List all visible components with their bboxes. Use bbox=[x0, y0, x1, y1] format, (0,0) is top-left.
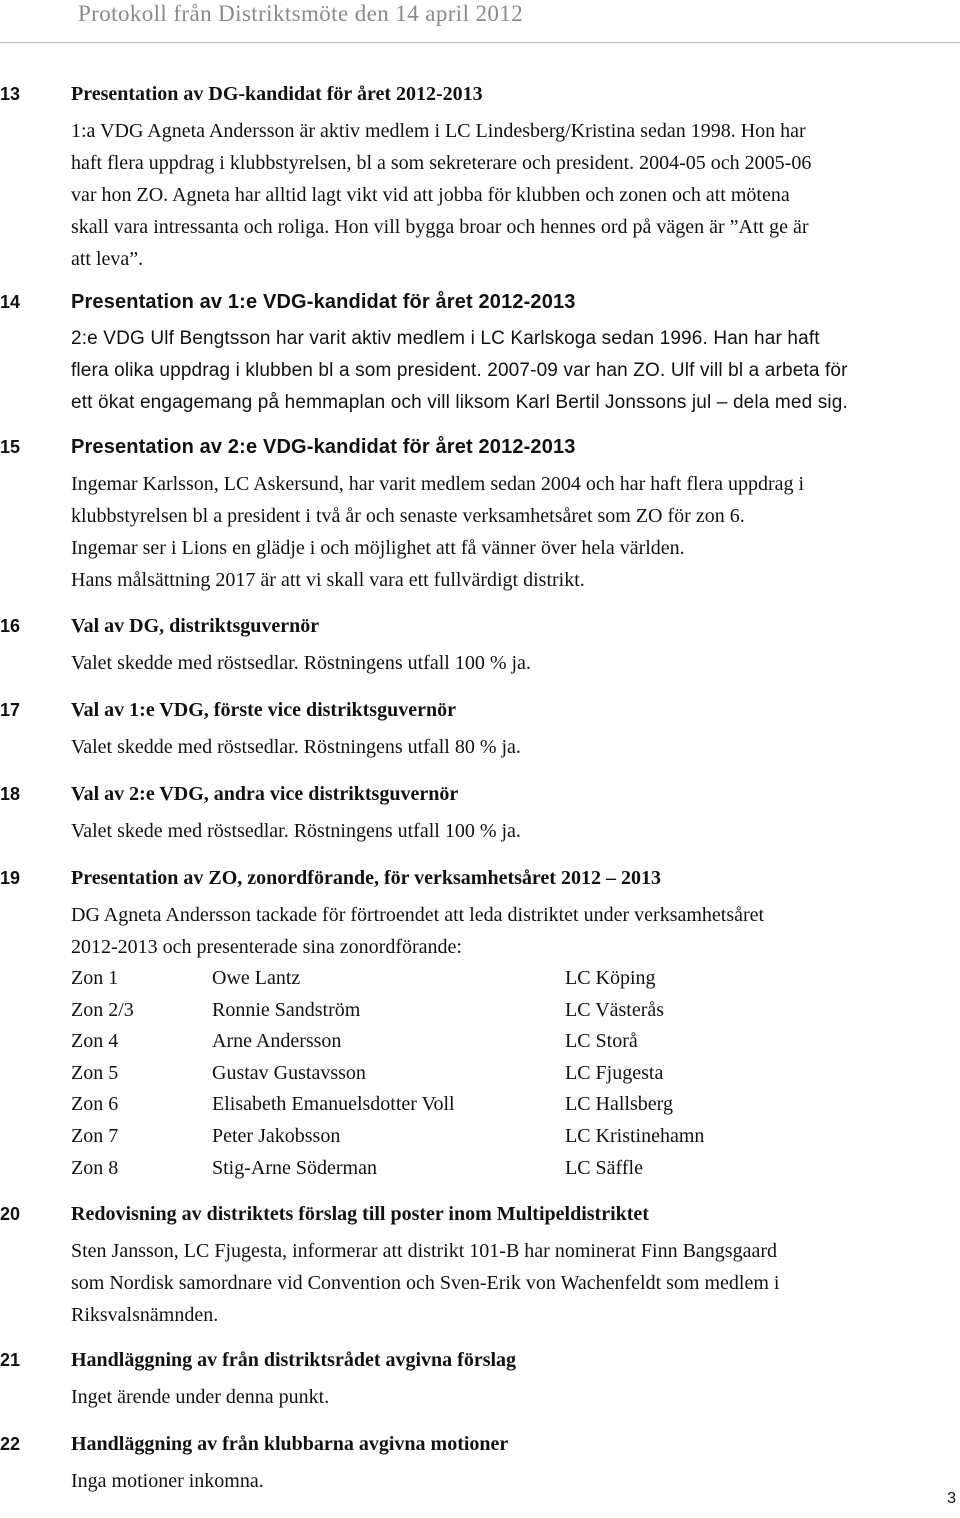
body-line: Hans målsättning 2017 är att vi skall vara ett fullvärdigt distrikt. bbox=[71, 569, 585, 591]
body-line: 1:a VDG Agneta Andersson är aktiv medlem i LC Lindesberg/Kristina sedan 1998. Hon har bbox=[71, 120, 806, 142]
zone-chair-name: Ronnie Sandström bbox=[212, 998, 361, 1021]
zone-label: Zon 8 bbox=[71, 1156, 119, 1179]
page-header bbox=[0, 0, 960, 43]
item-title: Presentation av 2:e VDG-kandidat för året 2012-2013 bbox=[71, 436, 576, 458]
zone-chair-name: Owe Lantz bbox=[212, 967, 301, 989]
zone-club: LC Hallsberg bbox=[565, 1093, 673, 1116]
item-number: 17 bbox=[0, 700, 21, 720]
body-line: att leva”. bbox=[71, 248, 144, 270]
zone-label: Zon 4 bbox=[71, 1030, 119, 1053]
zone-club: LC Fjugesta bbox=[565, 1061, 664, 1084]
body-line: haft flera uppdrag i klubbstyrelsen, bl a som sekreterare och president. 2004-05 och 2005-06 bbox=[71, 152, 812, 174]
item-number: 16 bbox=[0, 616, 21, 636]
zone-club: LC Västerås bbox=[565, 998, 665, 1021]
body-line: DG Agneta Andersson tackade för förtroendet att leda distriktet under verksamhetsåret bbox=[71, 904, 765, 926]
body-line: ett ökat engagemang på hemmaplan och vill liksom Karl Bertil Jonssons jul – dela med sig. bbox=[71, 392, 848, 413]
zone-label: Zon 7 bbox=[71, 1124, 119, 1147]
item-title: Presentation av DG-kandidat för året 2012-2013 bbox=[71, 83, 483, 105]
item-title: Val av DG, distriktsguvernör bbox=[71, 615, 320, 637]
body-line: var hon ZO. Agneta har alltid lagt vikt vid att jobba för klubben och zonen och att mötena bbox=[71, 184, 790, 206]
item-body bbox=[71, 323, 957, 419]
body-line: skall vara intressanta och roliga. Hon vill bygga broar och hennes ord på vägen är ”Att ge är bbox=[71, 216, 809, 238]
zone-chair-name: Stig-Arne Söderman bbox=[212, 1156, 377, 1179]
zone-club: LC Köping bbox=[565, 967, 656, 989]
item-title: Val av 1:e VDG, förste vice distriktsguvernör bbox=[71, 699, 456, 721]
zone-label: Zon 2/3 bbox=[71, 998, 134, 1021]
zone-chair-name: Gustav Gustavsson bbox=[212, 1061, 366, 1084]
item-body bbox=[71, 815, 957, 847]
item-title: Val av 2:e VDG, andra vice distriktsguvernör bbox=[71, 783, 459, 805]
item-body bbox=[71, 1465, 957, 1497]
body-line: 2012-2013 och presenterade sina zonordförande: bbox=[71, 936, 462, 958]
zone-club: LC Säffle bbox=[565, 1156, 643, 1179]
zone-club: LC Storå bbox=[565, 1030, 638, 1053]
body-line: Ingemar ser i Lions en glädje i och möjlighet att få vänner över hela världen. bbox=[71, 537, 685, 559]
item-number: 18 bbox=[0, 784, 21, 804]
body-line: 2:e VDG Ulf Bengtsson har varit aktiv medlem i LC Karlskoga sedan 1996. Han har haft bbox=[71, 328, 820, 349]
body-line: Ingemar Karlsson, LC Askersund, har varit medlem sedan 2004 och har haft flera uppdrag i bbox=[71, 473, 805, 495]
item-number: 21 bbox=[0, 1350, 21, 1370]
item-body bbox=[71, 647, 957, 679]
zone-chair-name: Arne Andersson bbox=[212, 1030, 342, 1053]
zone-label: Zon 1 bbox=[71, 967, 119, 989]
body-line: flera olika uppdrag i klubben bl a som president. 2007-09 var han ZO. Ulf vill bl a arbeta för bbox=[71, 360, 848, 381]
item-body bbox=[71, 1235, 957, 1331]
body-line: Riksvalsnämnden. bbox=[71, 1304, 219, 1326]
body-line: Inga motioner inkomna. bbox=[71, 1470, 264, 1492]
item-body bbox=[71, 1381, 957, 1413]
item-body bbox=[71, 899, 957, 963]
body-line: som Nordisk samordnare vid Convention och Sven-Erik von Wachenfeldt som medlem i bbox=[71, 1272, 780, 1294]
zone-chair-name: Elisabeth Emanuelsdotter Voll bbox=[212, 1093, 455, 1116]
item-number: 15 bbox=[0, 437, 21, 457]
item-number: 14 bbox=[0, 292, 21, 312]
zone-label: Zon 5 bbox=[71, 1061, 119, 1084]
zone-chair-name: Peter Jakobsson bbox=[212, 1124, 341, 1147]
body-line: Valet skedde med röstsedlar. Röstningens utfall 80 % ja. bbox=[71, 736, 521, 758]
page-number: 3 bbox=[947, 1490, 956, 1507]
item-title: Redovisning av distriktets förslag till poster inom Multipeldistriktet bbox=[71, 1203, 649, 1225]
header-title: Protokoll från Distriktsmöte den 14 april 2012 bbox=[78, 1, 524, 26]
item-number: 22 bbox=[0, 1434, 21, 1454]
item-title: Presentation av 1:e VDG-kandidat för året 2012-2013 bbox=[71, 291, 576, 313]
body-line: Sten Jansson, LC Fjugesta, informerar att distrikt 101-B har nominerat Finn Bangsgaard bbox=[71, 1240, 777, 1262]
item-title: Handläggning av från klubbarna avgivna motioner bbox=[71, 1433, 509, 1455]
item-body bbox=[71, 468, 957, 596]
item-number: 13 bbox=[0, 84, 21, 104]
zone-label: Zon 6 bbox=[71, 1093, 119, 1116]
item-number: 20 bbox=[0, 1204, 21, 1224]
body-line: Valet skede med röstsedlar. Röstningens utfall 100 % ja. bbox=[71, 820, 521, 842]
item-body bbox=[71, 731, 957, 763]
body-line: Inget ärende under denna punkt. bbox=[71, 1386, 330, 1408]
body-line: klubbstyrelsen bl a president i två år och senaste verksamhetsåret som ZO för zon 6. bbox=[71, 505, 745, 527]
body-line: Valet skedde med röstsedlar. Röstningens utfall 100 % ja. bbox=[71, 652, 531, 674]
item-title: Presentation av ZO, zonordförande, för verksamhetsåret 2012 – 2013 bbox=[71, 867, 661, 889]
item-number: 19 bbox=[0, 868, 21, 888]
zone-club: LC Kristinehamn bbox=[565, 1124, 705, 1147]
item-title: Handläggning av från distriktsrådet avgivna förslag bbox=[71, 1349, 517, 1371]
item-body bbox=[71, 115, 957, 275]
